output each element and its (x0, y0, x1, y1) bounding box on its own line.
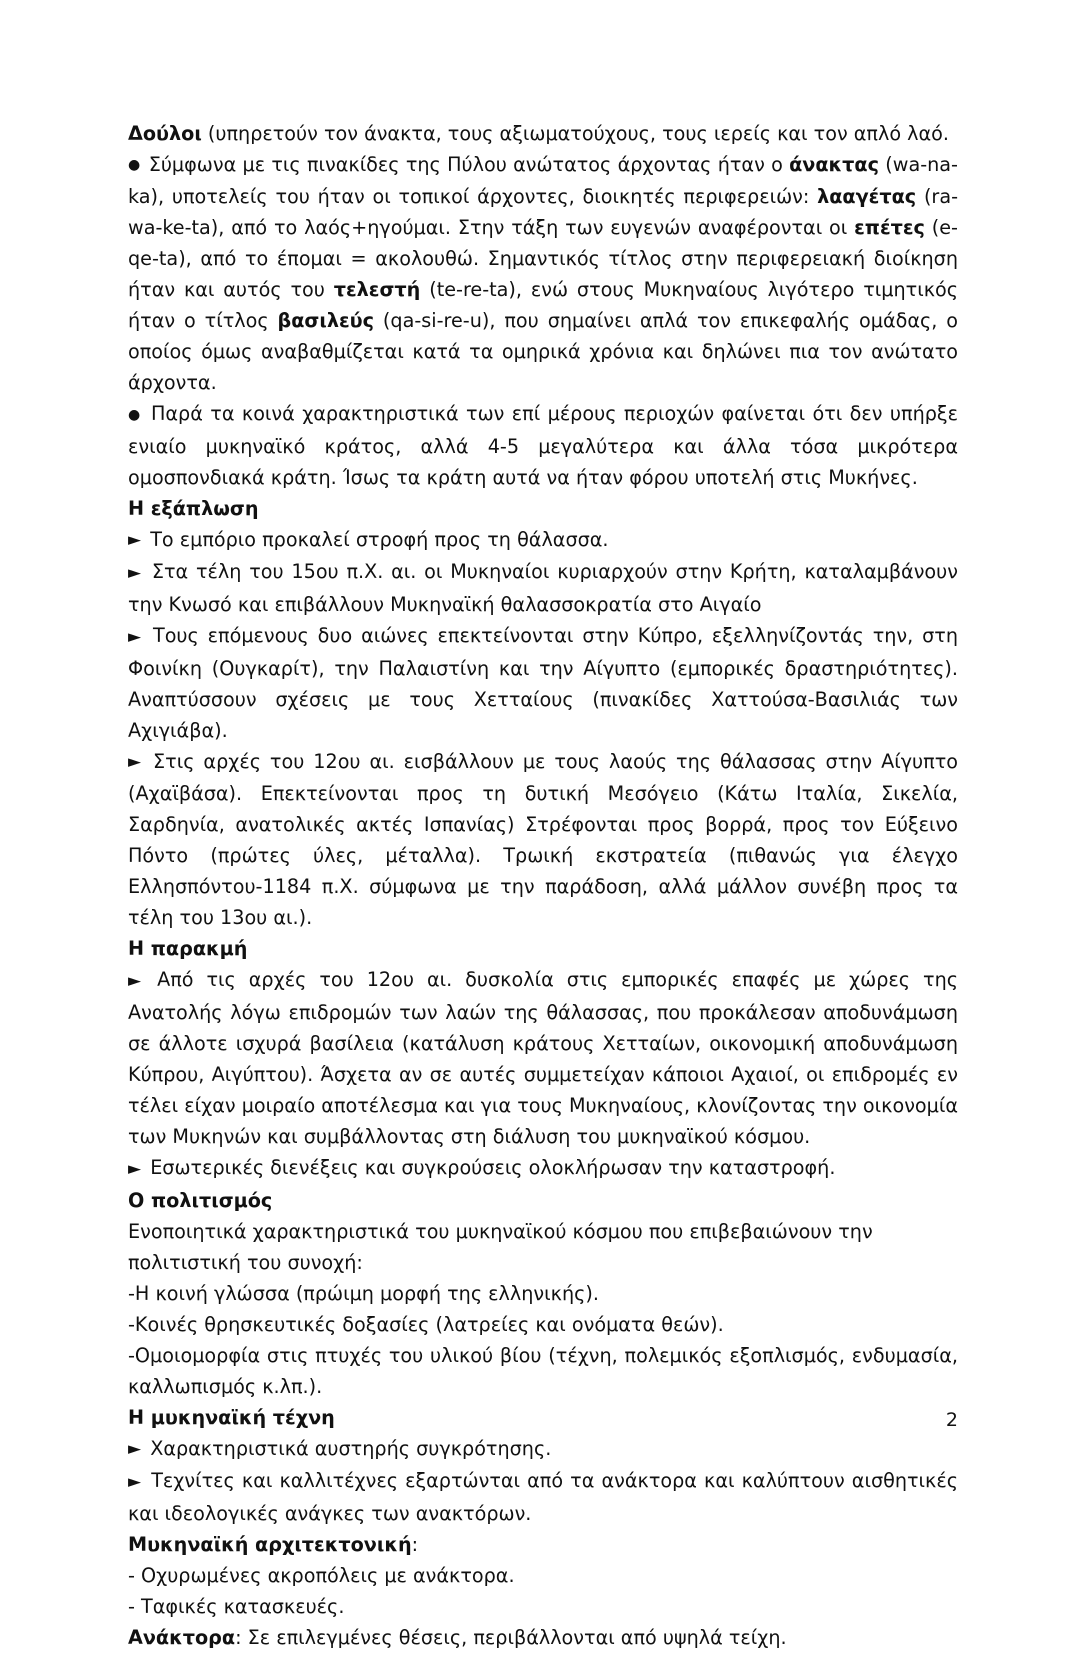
term-bold: επέτες (854, 216, 925, 240)
bullet-dot-icon: ● (128, 406, 142, 423)
bullet-dot-icon: ● (128, 157, 141, 174)
list-item: -Η κοινή γλώσσα (πρώιμη μορφή της ελληνικής). (128, 1281, 599, 1305)
term-bold: βασιλεύς (277, 309, 375, 333)
bullet-triangle-icon: ► (128, 752, 142, 773)
list-item (128, 1152, 958, 1185)
list-item (128, 746, 958, 934)
bullet-triangle-icon: ► (128, 530, 142, 551)
list-item-text: (qa-si-re-u), που σημαίνει απλά τον επικεφαλής ομάδας, ο οποίος όμως αναβαθμίζεται κατά τα ομηρικά χρόνια και δηλώνει πια τον ανώτατο άρχοντα. (128, 309, 958, 395)
term-bold: άνακτας (789, 153, 879, 176)
paragraph-text: : Σε επιλεγμένες θέσεις, περιβάλλονται από υψηλά τείχη. (235, 1626, 787, 1650)
term-bold: λααγέτας (817, 185, 917, 209)
term-bold: τελεστή (333, 278, 421, 302)
paragraph-text: Ενοποιητικά χαρακτηριστικά του μυκηναϊκού κόσμου που επιβεβαιώνουν την πολιτιστική του συνοχή: (128, 1219, 873, 1274)
bullet-triangle-icon: ► (128, 1439, 142, 1460)
paragraph-text: (υπηρετούν τον άνακτα, τους αξιωματούχους, τους ιερείς και τον απλό λαό. (201, 122, 949, 145)
list-item: -Κοινές θρησκευτικές δοξασίες (λατρείες και ονόματα θεών). (128, 1312, 724, 1336)
list-item-text: (ra-wa-ke-ta), από το λαός+ηγούμαι. Στην τάξη των ευγενών αναφέρονται οι (128, 185, 958, 240)
paragraph (128, 1216, 958, 1278)
paragraph-bold-lead: Ανάκτορα (128, 1626, 236, 1650)
list-item: - Ταφικές κατασκευές. (128, 1595, 345, 1619)
section-heading: Η μυκηναϊκή τέχνη (128, 1405, 335, 1429)
heading-bold-lead: Μυκηναϊκή αρχιτεκτονική (128, 1533, 412, 1557)
list-item-text: (te-re-ta), ενώ στους Μυκηναίους λιγότερο τιμητικός ήταν ο τίτλος (128, 278, 958, 333)
list-item (128, 1433, 958, 1466)
list-item-text: Τεχνίτες και καλλιτέχνες εξαρτώνται από τα ανάκτορα και καλύπτουν αισθητικές και ιδεολογικές ανάγκες των ανακτόρων. (128, 1469, 958, 1526)
list-item-text: (e-qe-ta), από το έπομαι = ακολουθώ. Σημαντικός τίτλος στην περιφερειακή διοίκηση ήταν και αυτός του (128, 216, 958, 302)
list-item-text: Στις αρχές του 12ου αι. εισβάλλουν με τους λαούς της θάλασσας στην Αίγυπτο (Αχαϊβάσα). Επεκτείνονται προς τη δυτική Μεσόγειο (Κάτω Ιταλία, Σικελία, Σαρδηνία, ανατολικές ακτές Ισπανίας) Στρέφονται προς βορρά, προς τον Εύξεινο Πόντο (πρώτες ύλες, μέταλλα). Τρωική εκστρατεία (πιθανώς για έλεγχο Ελλησπόντου-1184 π.Χ. σύμφωνα με την παράδοση, αλλά μάλλον συνέβη προς τα τέλη του 13ου αι.). (128, 749, 959, 930)
heading-rest: : (411, 1533, 419, 1557)
section-heading: Η εξάπλωση (128, 496, 259, 520)
list-item (128, 620, 958, 746)
section-heading: Η παρακμή (128, 937, 248, 961)
list-item-text: Χαρακτηριστικά αυστηρής συγκρότησης. (150, 1436, 552, 1460)
bullet-triangle-icon: ► (128, 563, 142, 583)
paragraph (128, 1622, 958, 1653)
list-item: - Οχυρωμένες ακροπόλεις με ανάκτορα. (128, 1564, 515, 1588)
list-item (128, 964, 958, 1152)
list-item-text: Από τις αρχές του 12ου αι. δυσκολία στις εμπορικές επαφές με χώρες της Ανατολής λόγω επιδρομών των λαών της θάλασσας, που προκάλεσαν αποδυνάμωση σε άλλοτε ισχυρά βασίλεια (κατάλυση κράτους Χετταίων, οικονομική αποδυνάμωση Κύπρου, Αιγύπτου). Άσχετα αν σε αυτές συμμετείχαν κάποιοι Αχαιοί, οι επιδρομές εν τέλει είχαν μοιραίο αποτέλεσμα και για τους Μυκηναίους, κλονίζοντας την οικονομία των Μυκηνών και συμβάλλοντας στη διάλυση του μυκηναϊκού κόσμου. (128, 968, 958, 1149)
list-item (128, 398, 958, 492)
list-item-text: Το εμπόριο προκαλεί στροφή προς τη θάλασσα. (150, 527, 609, 551)
list-item-text: Στα τέλη του 15ου π.Χ. αι. οι Μυκηναίοι κυριαρχούν στην Κρήτη, καταλαμβάνουν την Κνωσό και επιβάλλουν Μυκηναϊκή θαλασσοκρατία στο Αιγαίο (128, 560, 958, 616)
list-item-text: Εσωτερικές διενέξεις και συγκρούσεις ολοκλήρωσαν την καταστροφή. (150, 1156, 836, 1180)
list-item-text: Σύμφωνα με τις πινακίδες της Πύλου ανώτατος άρχοντας ήταν ο (148, 153, 790, 176)
paragraph (128, 118, 958, 149)
list-item (128, 149, 958, 398)
bullet-triangle-icon: ► (128, 1472, 142, 1493)
paragraph-bold-lead: Δούλοι (128, 122, 202, 145)
bullet-triangle-icon: ► (128, 971, 142, 992)
list-item (128, 1465, 958, 1529)
list-item-text: (wa-na-ka), υποτελείς του ήταν οι τοπικοί άρχοντες, διοικητές περιφερειών: (128, 153, 958, 209)
list-item-text: Παρά τα κοινά χαρακτηριστικά των επί μέρους περιοχών φαίνεται ότι δεν υπήρξε ενιαίο μυκηναϊκό κράτος, αλλά 4-5 μεγαλύτερα και άλλα τόσα μικρότερα ομοσπονδιακά κράτη. Ίσως τα κράτη αυτά να ήταν φόρου υποτελή στις Μυκήνες. (128, 402, 958, 489)
list-item-text: Τους επόμενους δυο αιώνες επεκτείνονται στην Κύπρο, εξελληνίζοντάς την, στη Φοινίκη (Ουγκαρίτ), την Παλαιστίνη και την Αίγυπτο (εμπορικές δραστηριότητες). Αναπτύσσουν σχέσεις με τους Χετταίους (πινακίδες Χαττούσα-Βασιλιάς των Αχιγιάβα). (128, 624, 958, 742)
list-item (128, 556, 958, 620)
list-item: -Ομοιομορφία στις πτυχές του υλικού βίου (τέχνη, πολεμικός εξοπλισμός, ενδυμασία, καλλωπισμός κ.λπ.). (128, 1343, 958, 1398)
page-number: 2 (945, 1409, 958, 1431)
section-heading: Ο πολιτισμός (128, 1188, 273, 1212)
bullet-triangle-icon: ► (128, 626, 142, 647)
list-item (128, 524, 958, 557)
section-heading (128, 1529, 958, 1560)
bullet-triangle-icon: ► (128, 1158, 142, 1179)
